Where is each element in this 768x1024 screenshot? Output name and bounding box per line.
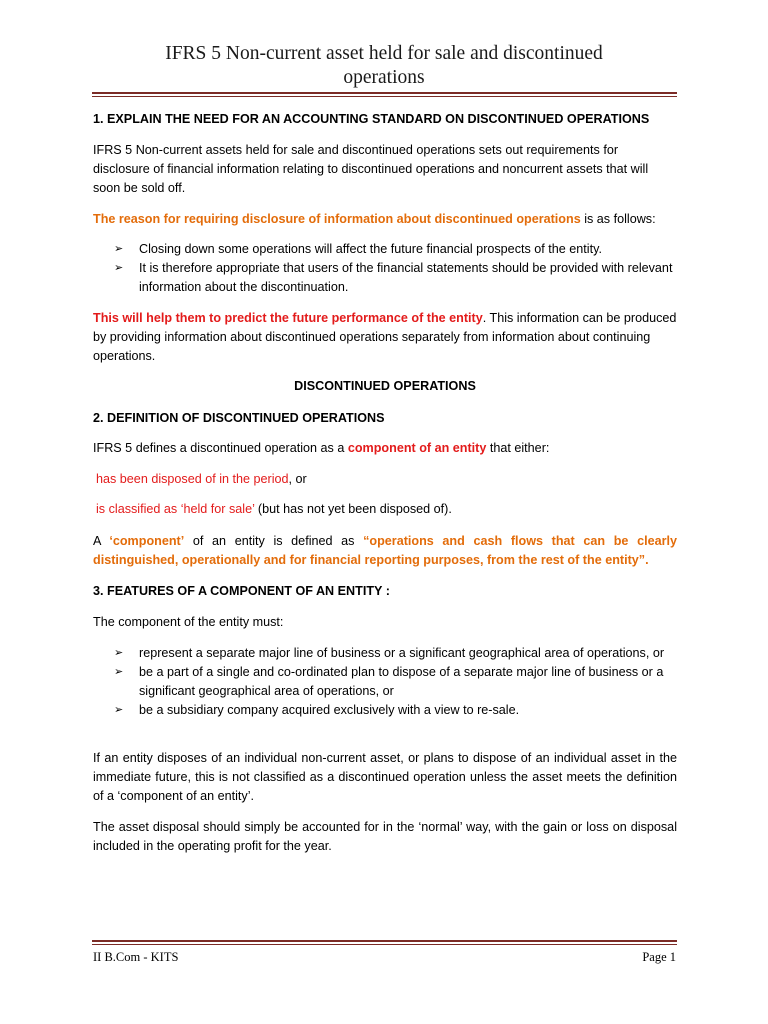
section-1-heading: 1. EXPLAIN THE NEED FOR AN ACCOUNTING STANDARD ON DISCONTINUED OPERATIONS [93,112,650,126]
list-item [93,240,677,259]
component-bullet-list [93,644,677,720]
definition-post: that either: [486,441,550,455]
footer-left: II B.Com - KITS [93,950,179,964]
reason-highlight: The reason for requiring disclosure of information about discontinued operations [93,212,581,226]
definition-pre: IFRS 5 defines a discontinued operation as a [93,441,348,455]
arrow-bullet-icon: ➢ [114,666,124,678]
arrow-bullet-icon: ➢ [114,243,124,255]
section-3-heading: 3. FEATURES OF A COMPONENT OF AN ENTITY : [93,584,390,598]
option-2-red: is classified as ‘held for sale’ [96,502,255,516]
list-item [93,259,677,297]
title-line-2: operations [343,67,425,88]
arrow-bullet-icon: ➢ [114,704,124,716]
footer-rule [92,940,677,945]
definition-highlight: component of an entity [347,441,487,455]
help-rest: . This information can be produced by providing information about discontinued operations separately from information about continuing operations. [93,311,677,363]
list-item-text: represent a separate major line of business or a significant geographical area of operations, or [139,646,665,660]
option-1-line [96,470,680,489]
component-quote: “operations and cash flows that can be clearly distinguished, operationally and for financial reporting purposes, from the rest of the entity”. [93,534,677,567]
list-item-text: be a part of a single and co-ordinated plan to dispose of a separate major line of business or a significant geographical area of operations, or [139,665,664,698]
option-2-rest: (but has not yet been disposed of). [254,502,452,516]
list-item-text: It is therefore appropriate that users of the financial statements should be provided with relevant information about the discontinuation. [139,261,673,294]
component-mid: of an entity is defined as [184,534,364,548]
list-item [93,663,677,701]
section-3-paragraph-1: If an entity disposes of an individual non-current asset, or plans to dispose of an individual asset in the immediate future, this is not classified as a discontinued operation unless the asset meets the definition of a ‘component of an entity’. [93,751,677,803]
component-definition [93,532,677,570]
arrow-bullet-icon: ➢ [114,647,124,659]
option-1-red: has been disposed of in the period [96,472,289,486]
component-word: ‘component’ [109,534,185,548]
list-item-text: Closing down some operations will affect the future financial prospects of the entity. [139,242,602,256]
section-2-heading: 2. DEFINITION OF DISCONTINUED OPERATIONS [93,411,385,425]
arrow-bullet-icon: ➢ [114,262,124,274]
page-number: Page 1 [642,950,676,964]
centered-heading: DISCONTINUED OPERATIONS [294,379,476,393]
option-1-rest: , or [288,472,307,486]
help-highlight: This will help them to predict the future performance of the entity [93,311,483,325]
section-1-paragraph: IFRS 5 Non-current assets held for sale and discontinued operations sets out requirements for disclosure of financial information relating to discontinued operations and noncurrent assets that will soon be sold off. [93,143,649,195]
header-rule [92,92,677,97]
title-line-1: IFRS 5 Non-current asset held for sale and discontinued [165,43,603,64]
list-item-text: be a subsidiary company acquired exclusively with a view to re-sale. [139,703,520,717]
reason-bullet-list [93,240,677,297]
reason-line [93,210,677,229]
document-title [92,42,676,90]
definition-line [93,439,677,458]
list-item [93,701,677,720]
help-paragraph [93,309,677,366]
section-3-paragraph-2: The asset disposal should simply be accounted for in the ‘normal’ way, with the gain or loss on disposal included in the operating profit for the year. [93,820,677,853]
component-a: A [93,534,110,548]
list-item [93,644,677,663]
reason-rest: is as follows: [580,212,656,226]
section-3-intro: The component of the entity must: [93,615,284,629]
option-2-line [96,500,680,519]
